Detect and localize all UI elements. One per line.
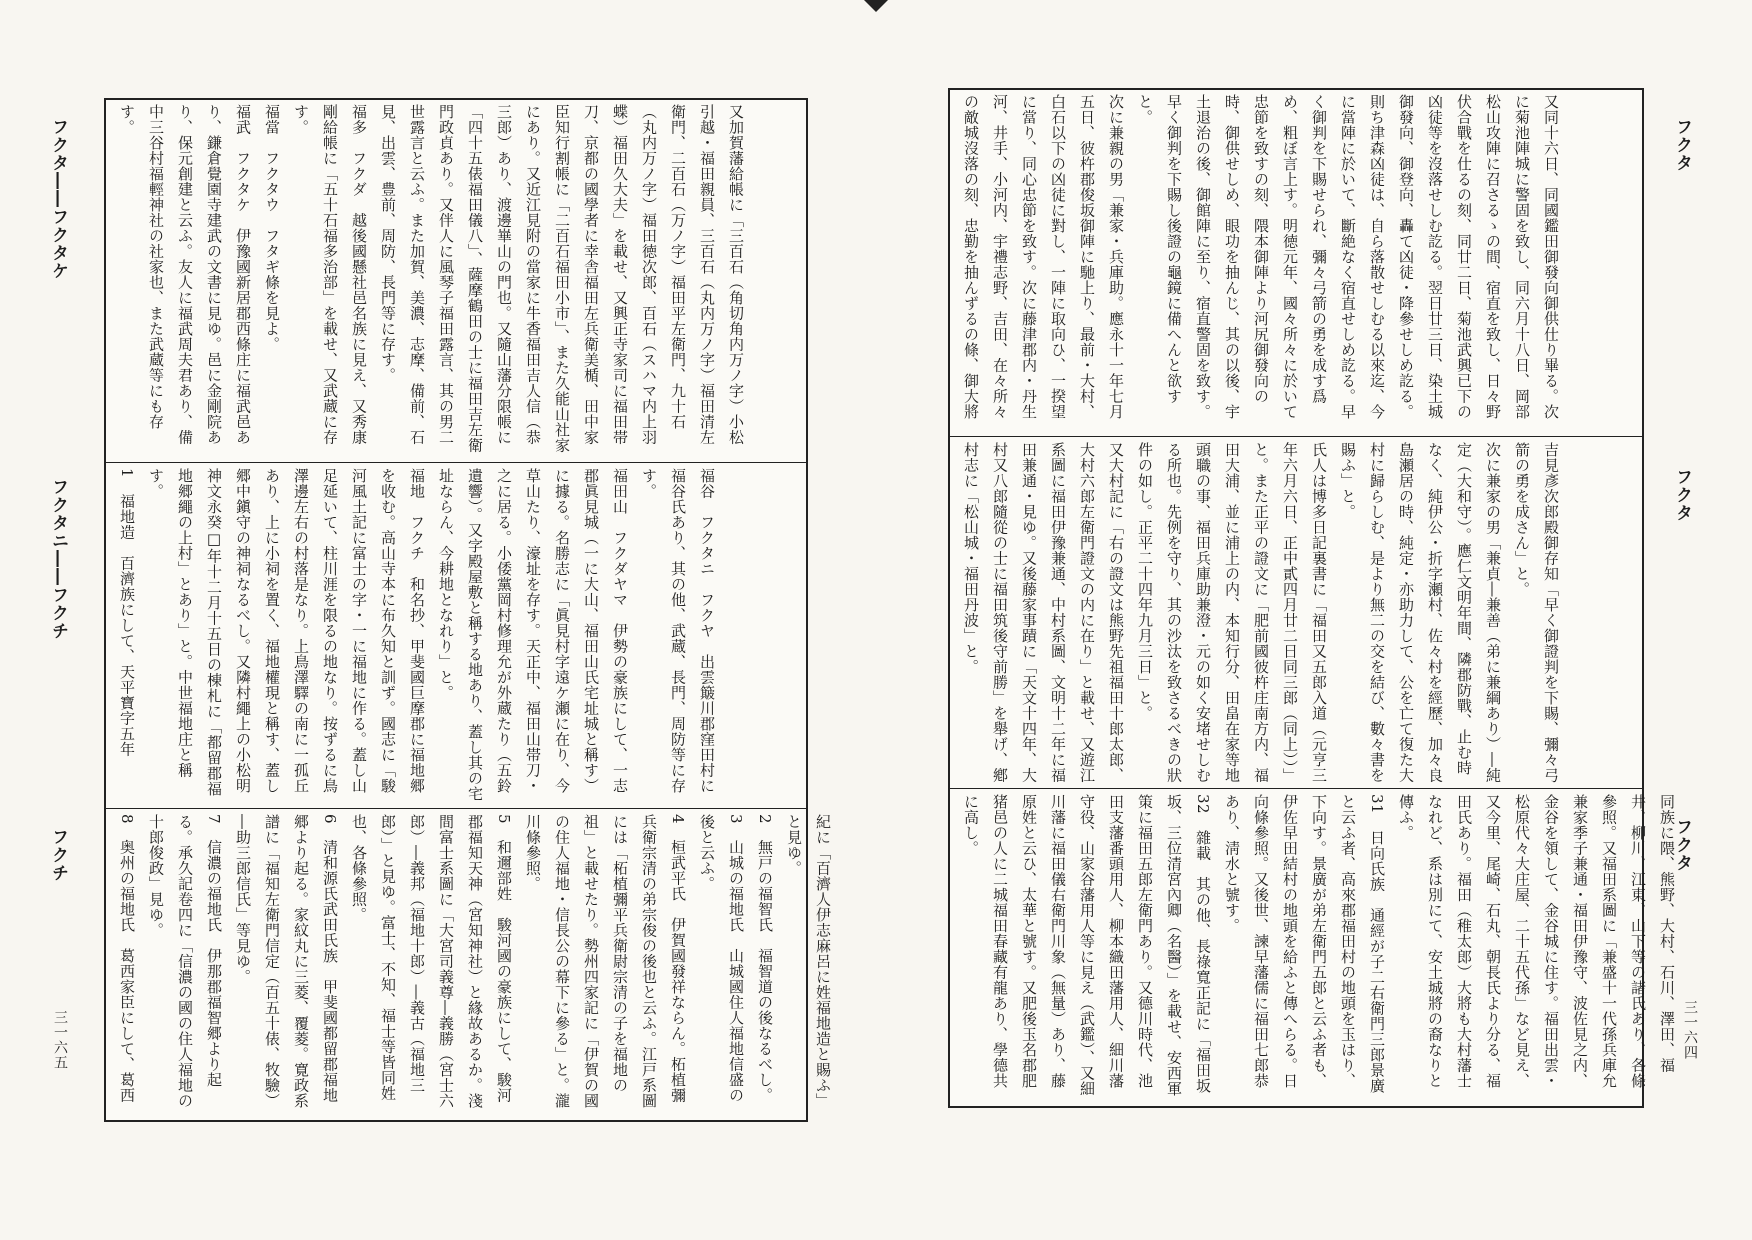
right-text-top: 又同十六日、同國鑑田御發向御供仕り畢る。次に菊池陣城に警固を致し、同六月十八日、岡部松山攻陣に召さるゝの間、宿直を致し、日々野伏合戰を仕るの刻、同廿二日、菊池武興已下の凶徒等を沒落せしむ訖る。翌日廿三日、染土城御發向、御登向、轟て凶徒・降參せしめ訖る。則ち津森凶徒は、自ら落散せしむる以來迄、今に當陣に於いて、斷絶なく宿直せしめ訖る。早く御判を下賜せられ、彌々弓箭の勇を成す爲め、粗ぼ言上す。明徳元年、國々所々に於いて忠節を致すの刻、隈本御陣より河尻御發向の時、御供せしめ、眼功を抽んじ、其の以後、宇土退治の後、御館陣に至り、宿直警固を致す。早く御判を下賜し後證の龜鏡に備へんと欲すと。 次に兼親の男「兼家・兵庫助。應永十一年七月五日、彼杵郡俊坂御陣に馳上り、最前・大村、白石以下の凶徒に對し、一陣に取向ひ、一揆望に當り、同心忠節を致す。次に藤津郡内・丹生河、井手、小河内、宇禮志野、吉田、在々所々の敵城沒落の刻、忠勤を抽んずるの條、御大將 bbox=[962, 94, 1560, 420]
left-page-number: 三一六五 bbox=[52, 1010, 68, 1070]
right-divider-2 bbox=[950, 788, 1642, 789]
right-running-head-middle: フクタ bbox=[1672, 468, 1692, 522]
right-divider-1 bbox=[950, 436, 1642, 437]
left-divider-1 bbox=[106, 462, 806, 463]
left-segment-bottom bbox=[106, 810, 832, 1116]
right-running-head-bottom: フクタ bbox=[1672, 818, 1692, 872]
left-running-head-middle: フクタニ――フクチ bbox=[48, 478, 68, 640]
left-segment-top bbox=[106, 100, 806, 462]
left-segment-middle bbox=[106, 464, 806, 808]
left-text-bottom: 紀に「百濟人伊志麻呂に姓福地造と賜ふ」と見ゆ。 2 無戸の福智氏 福智道の後なるべし。 3 山城の福地氏 山城國住人福地信盛の後と云ふ。 4 桓武平氏 伊賀國發祥ならん。柘植彌兵衛宗清の弟宗俊の後也と云ふ。江戸系圖には「柘植彌平兵衛尉宗清の子を福地の祖」と載せたり。勢州四家記に「伊賀の國の住人福地・信長公の幕下に參る」と。瀧川條參照。 5 和邇部姓 駿河國の豪族にして、駿河郡福知天神（宮知神社）と緣故あるか。淺間富士系圖に「大宮司義尊―義勝（宮士六郎）―義邦（福地十郎）―義古（福地三郎）」と見ゆ。富士、不知、福士等皆同姓也、各條參照。 6 清和源氏武田氏族 甲斐國都留郡福地郷より起る。家紋丸に三菱、覆菱。寛政系譜に「福知左衛門信定（百五十俵、牧驗）―助三郎信氏」等見ゆ。 7 信濃の福地氏 伊那郡福智郷より起る。承久記卷四に「信濃の國の住人福地の十郎俊政」見ゆ。 8 奥州の福地氏 葛西家臣にして、葛西 bbox=[118, 814, 832, 1109]
left-page-frame bbox=[104, 98, 832, 1122]
right-segment-bottom bbox=[950, 790, 1676, 1104]
left-divider-2 bbox=[106, 808, 806, 809]
right-segment-middle bbox=[950, 438, 1642, 788]
right-running-head-top: フクタ bbox=[1672, 118, 1692, 172]
left-text-middle: 福谷 フクタニ フクヤ 出雲簸川郡窪田村に福谷氏あり、其の他、武蔵、長門、周防等に存す。 福田山 フクダヤマ 伊勢の豪族にして、一志郡眞見城（一に大山、福田山氏宅址城と稱す）に據る。名勝志に「眞見村字遠ケ瀬に在り、今草山たり、濠址を存す。天正中、福田山帯刀・之に居る。小倭黨岡村修理允が外蔵たり（五鈴遺響）。又字殿屋敷と稱する地あり、蓋し其の宅址ならん、今耕地となれり」と。 福地 フクチ 和名抄、甲斐國巨摩郡に福地郷を收む。高山寺本に布久知と訓ず。國志に「駿河風土記に富士の字・一に福地に作る。蓋し山足延いて、柱川涯を限るの地なり。按ずるに鳥澤邊左右の村落是なり。上鳥澤驛の南に一孤丘あり、上に小祠を置く、福地權現と稱す、蓋し郷中鎭守の神祠なるべし。又隣村繩上の小松明神文永癸□年十二月十五日の棟札に「都留郡福地郷繩の上村」とあり」と。中世福地庄と稱す。 1 福地造 百濟族にして、天平寶字五年 bbox=[118, 468, 716, 802]
right-text-bottom: 同族に隈、熊野、大村、石川、澤田、福井、柳川、江東、山下等の諸氏あり、各條參照。又福田系圖に「兼盛十一代孫兵庫允兼家季子兼通・福田伊豫守、波佐見之内、金谷を領して、金谷城に住す。福田出雲・松原代々大庄屋、二十五代孫」など見え、又今里、尾崎、石丸、朝長氏より分る、福田氏あり。福田（稚太郎）大將も大村藩士なれど、系は別にて、安土城將の裔なりと傳ふ。 31 日向氏族 通經が子二右衛門三郎景廣と云ふ者、高來郡福田村の地頭を玉はり、下向す。景廣が弟左衛門五郎と云ふ者も、伊佐早田結村の地頭を給ふと傳へらる。日向條參照。又後世、諫早藩儒に福田七郎恭あり、淸水と號す。 32 雜載 其の他、長祿寬正記に「福田坂坂、三位清宮內卿（名醫）」を載せ、安西軍策に福田五郎左衛門あり。又德川時代、池田支藩番頭用人、柳本織田藩用人、細川藩守役、山家谷藩用人等に見え（武鑑）、又細川藩に福田儀右衛門川象（無量）あり、藤原姓と云ひ、太華と號す。又肥後玉名郡肥猪邑の人に二城福田春藏有龍あり、學德共に高し。 bbox=[962, 794, 1676, 1097]
right-page-number: 三一六四 bbox=[1682, 1000, 1698, 1060]
left-text-top: 又加賀藩給帳に「三百石（角切角内万ノ字）小松引越・福田親員、三百石（丸内万ノ字）福田清左衛門、二百石（万ノ字）福田平左衛門、九十石（丸内万ノ字）福田徳次郎、百石（スハマ内上羽蝶）福田久大夫」を載せ、又興正寺家司に福田帯刀、京都の國學者に幸舎福田左兵衛美楯、田中家臣知行割帳に「二百石福田小市」、また久能山社家にあり。又近江見附の當家に牛香福田吉人信（恭三郎）あり、渡邊崋山の門也。又隨山藩分限帳に「四十五俵福田儀八」、薩摩鶴田の士に福田吉左衛門政貞あり。又伴人に風琴子福田露言、其の男二世露言と云ふ。また加賀、美濃、志摩、備前、石見、出雲、豊前、周防、長門等に存す。 福多 フクダ 越後國懸社邑名族に見え、又秀康剛給帳に「五十石福多治部」を載せ、又武蔵に存す。 福當 フクタウ フタギ條を見よ。 福武 フクタケ 伊豫國新居郡西條庄に福武邑あり、鎌倉覺園寺建武の文書に見ゆ。邑に金剛院あり、保元創建と云ふ。友人に福武周夫君あり、備中三谷村福輕神社の社家也、また武蔵等にも存す。 bbox=[118, 104, 745, 453]
left-running-head-top: フクタ――フクタケ bbox=[48, 118, 68, 280]
left-running-head-bottom: フクチ bbox=[48, 828, 68, 882]
right-segment-top bbox=[950, 90, 1642, 436]
binding-mark bbox=[862, 0, 890, 14]
right-text-middle: 吉見彥次郎殿御存知「早く御證判を下賜、彌々弓箭の勇を成さん」と。 次に兼家の男「兼貞―兼善（弟に兼綱あり）―純定（大和守）。應仁文明年間、隣郡防戰、止む時なく、純伊公・折字瀬村、佐々村を經歷、加々良島瀬居の時、純定・亦助力して、公を亡て復た大村に歸らしむ、是より無二の交を結び、數々書を賜ふ」と。 氏人は博多日記裏書に「福田又五郎入道（元亨三年六月六日、正中貳四月廿二日同三郎（同上））」と。また正平の證文に「肥前國彼杵庄南方内、福田大浦、並に浦上の内、本知行分、田畠在家等地頭職の事、福田兵庫助兼澄・元の如く安堵せしむる所也。先例を守り、其の沙汰を致さるべきの狀件の如し。正平二十四年九月三日」と。 又大村記に「右の證文は熊野先祖福田十郎太郎、大村六郎左衛門證文の内に在り」と載せ、又遊江系圖に福田伊豫兼通、中村系圖、文明十二年に福田兼通・見ゆ。又後藤家事蹟に「天文十四年、大村又八郎隨從の士に福田筑後守前勝」を舉げ、鄕村志に「松山城・福田丹波」と。 bbox=[962, 442, 1560, 784]
right-page-frame bbox=[948, 88, 1676, 1108]
